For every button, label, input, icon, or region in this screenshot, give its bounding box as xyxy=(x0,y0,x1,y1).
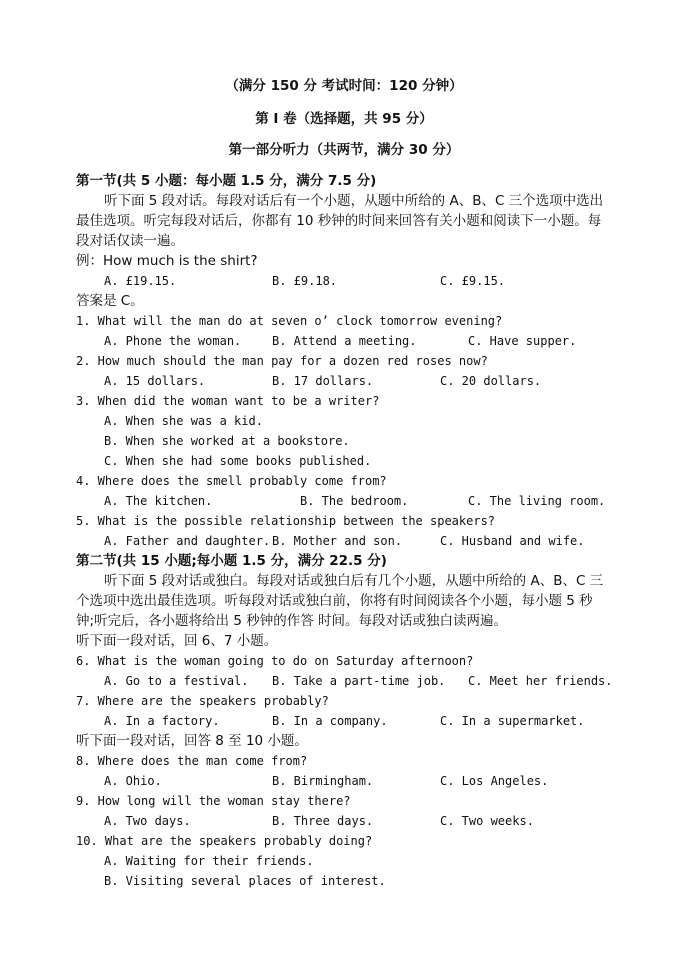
section1-title: 第一节(共 5 小题：每小题 1.5 分，满分 7.5 分) xyxy=(76,173,377,189)
question-8: 8. Where does the man come from? xyxy=(76,754,308,768)
dialog-instruction-8-10: 听下面一段对话，回答 8 至 10 小题。 xyxy=(76,733,308,749)
q4-option-c: C. The living room. xyxy=(468,494,606,508)
q6-option-c: C. Meet her friends. xyxy=(468,674,613,688)
q6-option-a: A. Go to a festival. xyxy=(104,674,249,688)
question-1: 1. What will the man do at seven o’ clock tomorrow evening? xyxy=(76,314,503,328)
q3-option-b: B. When she worked at a bookstore. xyxy=(104,434,350,448)
q9-option-a: A. Two days. xyxy=(104,814,191,828)
volume-title: 第 I 卷（选择题，共 95 分） xyxy=(255,111,433,127)
example-option-a: A. £19.15. xyxy=(104,274,177,288)
q10-option-b: B. Visiting several places of interest. xyxy=(104,874,386,888)
question-9: 9. How long will the woman stay there? xyxy=(76,794,351,808)
q8-option-c: C. Los Angeles. xyxy=(440,774,549,788)
section2-instruction-line2: 个选项中选出最佳选项。听每段对话或独白前，你将有时间阅读各个小题，每小题 5 秒 xyxy=(76,593,593,609)
q7-option-c: C. In a supermarket. xyxy=(440,714,585,728)
q6-option-b: B. Take a part-time job. xyxy=(272,674,446,688)
q4-option-b: B. The bedroom. xyxy=(300,494,409,508)
q9-option-c: C. Two weeks. xyxy=(440,814,534,828)
q3-option-c: C. When she had some books published. xyxy=(104,454,372,468)
q1-option-a: A. Phone the woman. xyxy=(104,334,242,348)
q8-option-b: B. Birmingham. xyxy=(272,774,374,788)
question-6: 6. What is the woman going to do on Saturday afternoon? xyxy=(76,654,474,668)
q9-option-b: B. Three days. xyxy=(272,814,374,828)
question-7: 7. Where are the speakers probably? xyxy=(76,694,329,708)
section1-instruction-line1: 听下面 5 段对话。每段对话后有一个小题，从题中所给的 A、B、C 三个选项中选出 xyxy=(104,193,604,209)
q2-option-c: C. 20 dollars. xyxy=(440,374,542,388)
question-4: 4. Where does the smell probably come from? xyxy=(76,474,387,488)
part-title: 第一部分听力（共两节，满分 30 分） xyxy=(228,142,460,158)
q5-option-b: B. Mother and son. xyxy=(272,534,403,548)
q1-option-b: B. Attend a meeting. xyxy=(272,334,417,348)
q1-option-c: C. Have supper. xyxy=(468,334,577,348)
example-option-b: B. £9.18. xyxy=(272,274,338,288)
q5-option-c: C. Husband and wife. xyxy=(440,534,585,548)
question-5: 5. What is the possible relationship between the speakers? xyxy=(76,514,496,528)
example-answer: 答案是 C。 xyxy=(76,293,144,309)
question-3: 3. When did the woman want to be a writer? xyxy=(76,394,380,408)
section2-instruction-line3: 钟;听完后，各小题将给出 5 秒钟的作答 时间。每段对话或独白读两遍。 xyxy=(76,613,508,629)
q5-option-a: A. Father and daughter. xyxy=(104,534,271,548)
q7-option-a: A. In a factory. xyxy=(104,714,220,728)
q10-option-a: A. Waiting for their friends. xyxy=(104,854,314,868)
exam-score-time: （满分 150 分 考试时间：120 分钟） xyxy=(225,78,463,94)
section1-instruction-line2: 最佳选项。听完每段对话后，你都有 10 秒钟的时间来回答有关小题和阅读下一小题。每 xyxy=(76,213,602,229)
q8-option-a: A. Ohio. xyxy=(104,774,162,788)
section1-instruction-line3: 段对话仅读一遍。 xyxy=(76,233,184,249)
section2-instruction-line1: 听下面 5 段对话或独白。每段对话或独白后有几个小题，从题中所给的 A、B、C 三 xyxy=(104,573,604,589)
example-option-c: C. £9.15. xyxy=(440,274,506,288)
q4-option-a: A. The kitchen. xyxy=(104,494,213,508)
question-10: 10. What are the speakers probably doing? xyxy=(76,834,373,848)
q7-option-b: B. In a company. xyxy=(272,714,388,728)
dialog-instruction-6-7: 听下面一段对话，回 6、7 小题。 xyxy=(76,633,278,649)
q2-option-a: A. 15 dollars. xyxy=(104,374,206,388)
example-question: 例：How much is the shirt? xyxy=(76,253,258,269)
q3-option-a: A. When she was a kid. xyxy=(104,414,263,428)
section2-title: 第二节(共 15 小题;每小题 1.5 分，满分 22.5 分) xyxy=(76,553,387,569)
question-2: 2. How much should the man pay for a dozen red roses now? xyxy=(76,354,488,368)
q2-option-b: B. 17 dollars. xyxy=(272,374,374,388)
